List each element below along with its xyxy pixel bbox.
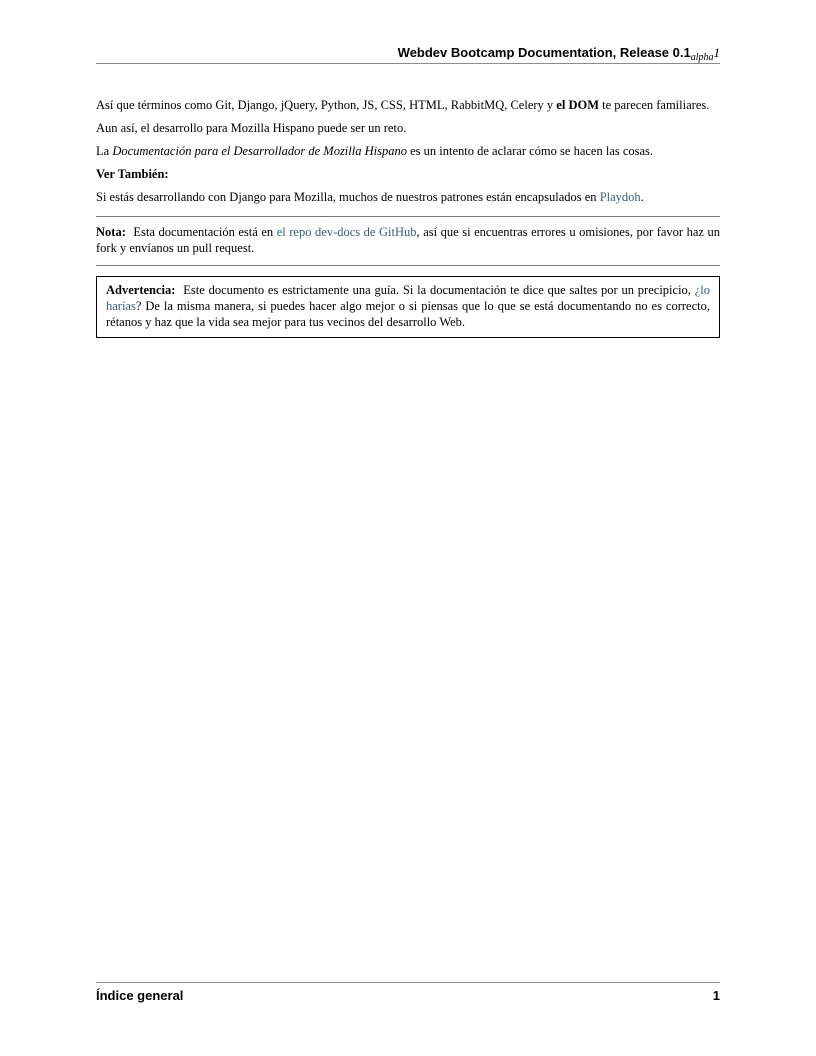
intro-paragraph-3	[96, 143, 720, 159]
release-suffix	[690, 45, 720, 63]
intro-p1-bold: el DOM	[556, 98, 599, 112]
seealso-tail: .	[640, 190, 644, 204]
lo-harias-link[interactable]: ¿lo harías	[106, 283, 711, 313]
release-suffix-number: 1	[713, 45, 720, 60]
note-label: Nota:	[96, 225, 126, 239]
footer-rule	[96, 982, 720, 983]
intro-p3-emphasis: Documentación para el Desarrollador de Mozilla Hispano	[112, 144, 407, 158]
running-header-title: Webdev Bootcamp Documentation, Release 0.1	[397, 45, 691, 60]
page-number: 1	[712, 988, 720, 1003]
seealso-title: Ver También:	[96, 167, 169, 181]
warning-label: Advertencia:	[106, 283, 176, 297]
warning-admonition	[96, 276, 720, 338]
warning-text-before: Este documento es estrictamente una guía. Si la documentación te dice que saltes por un precipicio,	[183, 283, 695, 297]
seealso-paragraph	[96, 189, 720, 205]
intro-p3-tail: es un intento de aclarar cómo se hacen las cosas.	[406, 144, 654, 158]
document-page	[96, 0, 720, 1056]
intro-p1-text: Así que términos como Git, Django, jQuery, Python, JS, CSS, HTML, RabbitMQ, Celery y	[96, 98, 557, 112]
note-text-after: , así que si encuentras errores u omisiones, por favor haz un fork y envíanos un pull request.	[96, 225, 720, 255]
page-content	[96, 97, 720, 338]
github-repo-link[interactable]: el repo dev-docs de GitHub	[276, 225, 417, 239]
warning-text-after: ? De la misma manera, si puedes hacer algo mejor o si piensas que lo que se está documentando no es correcto, rétanos y haz que la vida sea mejor para tus vecinos del desarrollo Web.	[106, 299, 710, 329]
intro-paragraph-1	[96, 97, 720, 113]
playdoh-link[interactable]: Playdoh	[599, 190, 641, 204]
footer-section-title: Índice general	[96, 988, 184, 1003]
note-admonition	[96, 216, 720, 266]
header-rule	[96, 63, 720, 64]
release-suffix-base: alpha	[690, 52, 714, 63]
seealso-text: Si estás desarrollando con Django para Mozilla, muchos de nuestros patrones están encapsulados en	[96, 190, 600, 204]
intro-p3-lead: La	[96, 144, 113, 158]
intro-paragraph-2: Aun así, el desarrollo para Mozilla Hispano puede ser un reto.	[96, 121, 407, 135]
note-text-before: Esta documentación está en	[133, 225, 277, 239]
intro-p1-tail: te parecen familiares.	[599, 98, 710, 112]
